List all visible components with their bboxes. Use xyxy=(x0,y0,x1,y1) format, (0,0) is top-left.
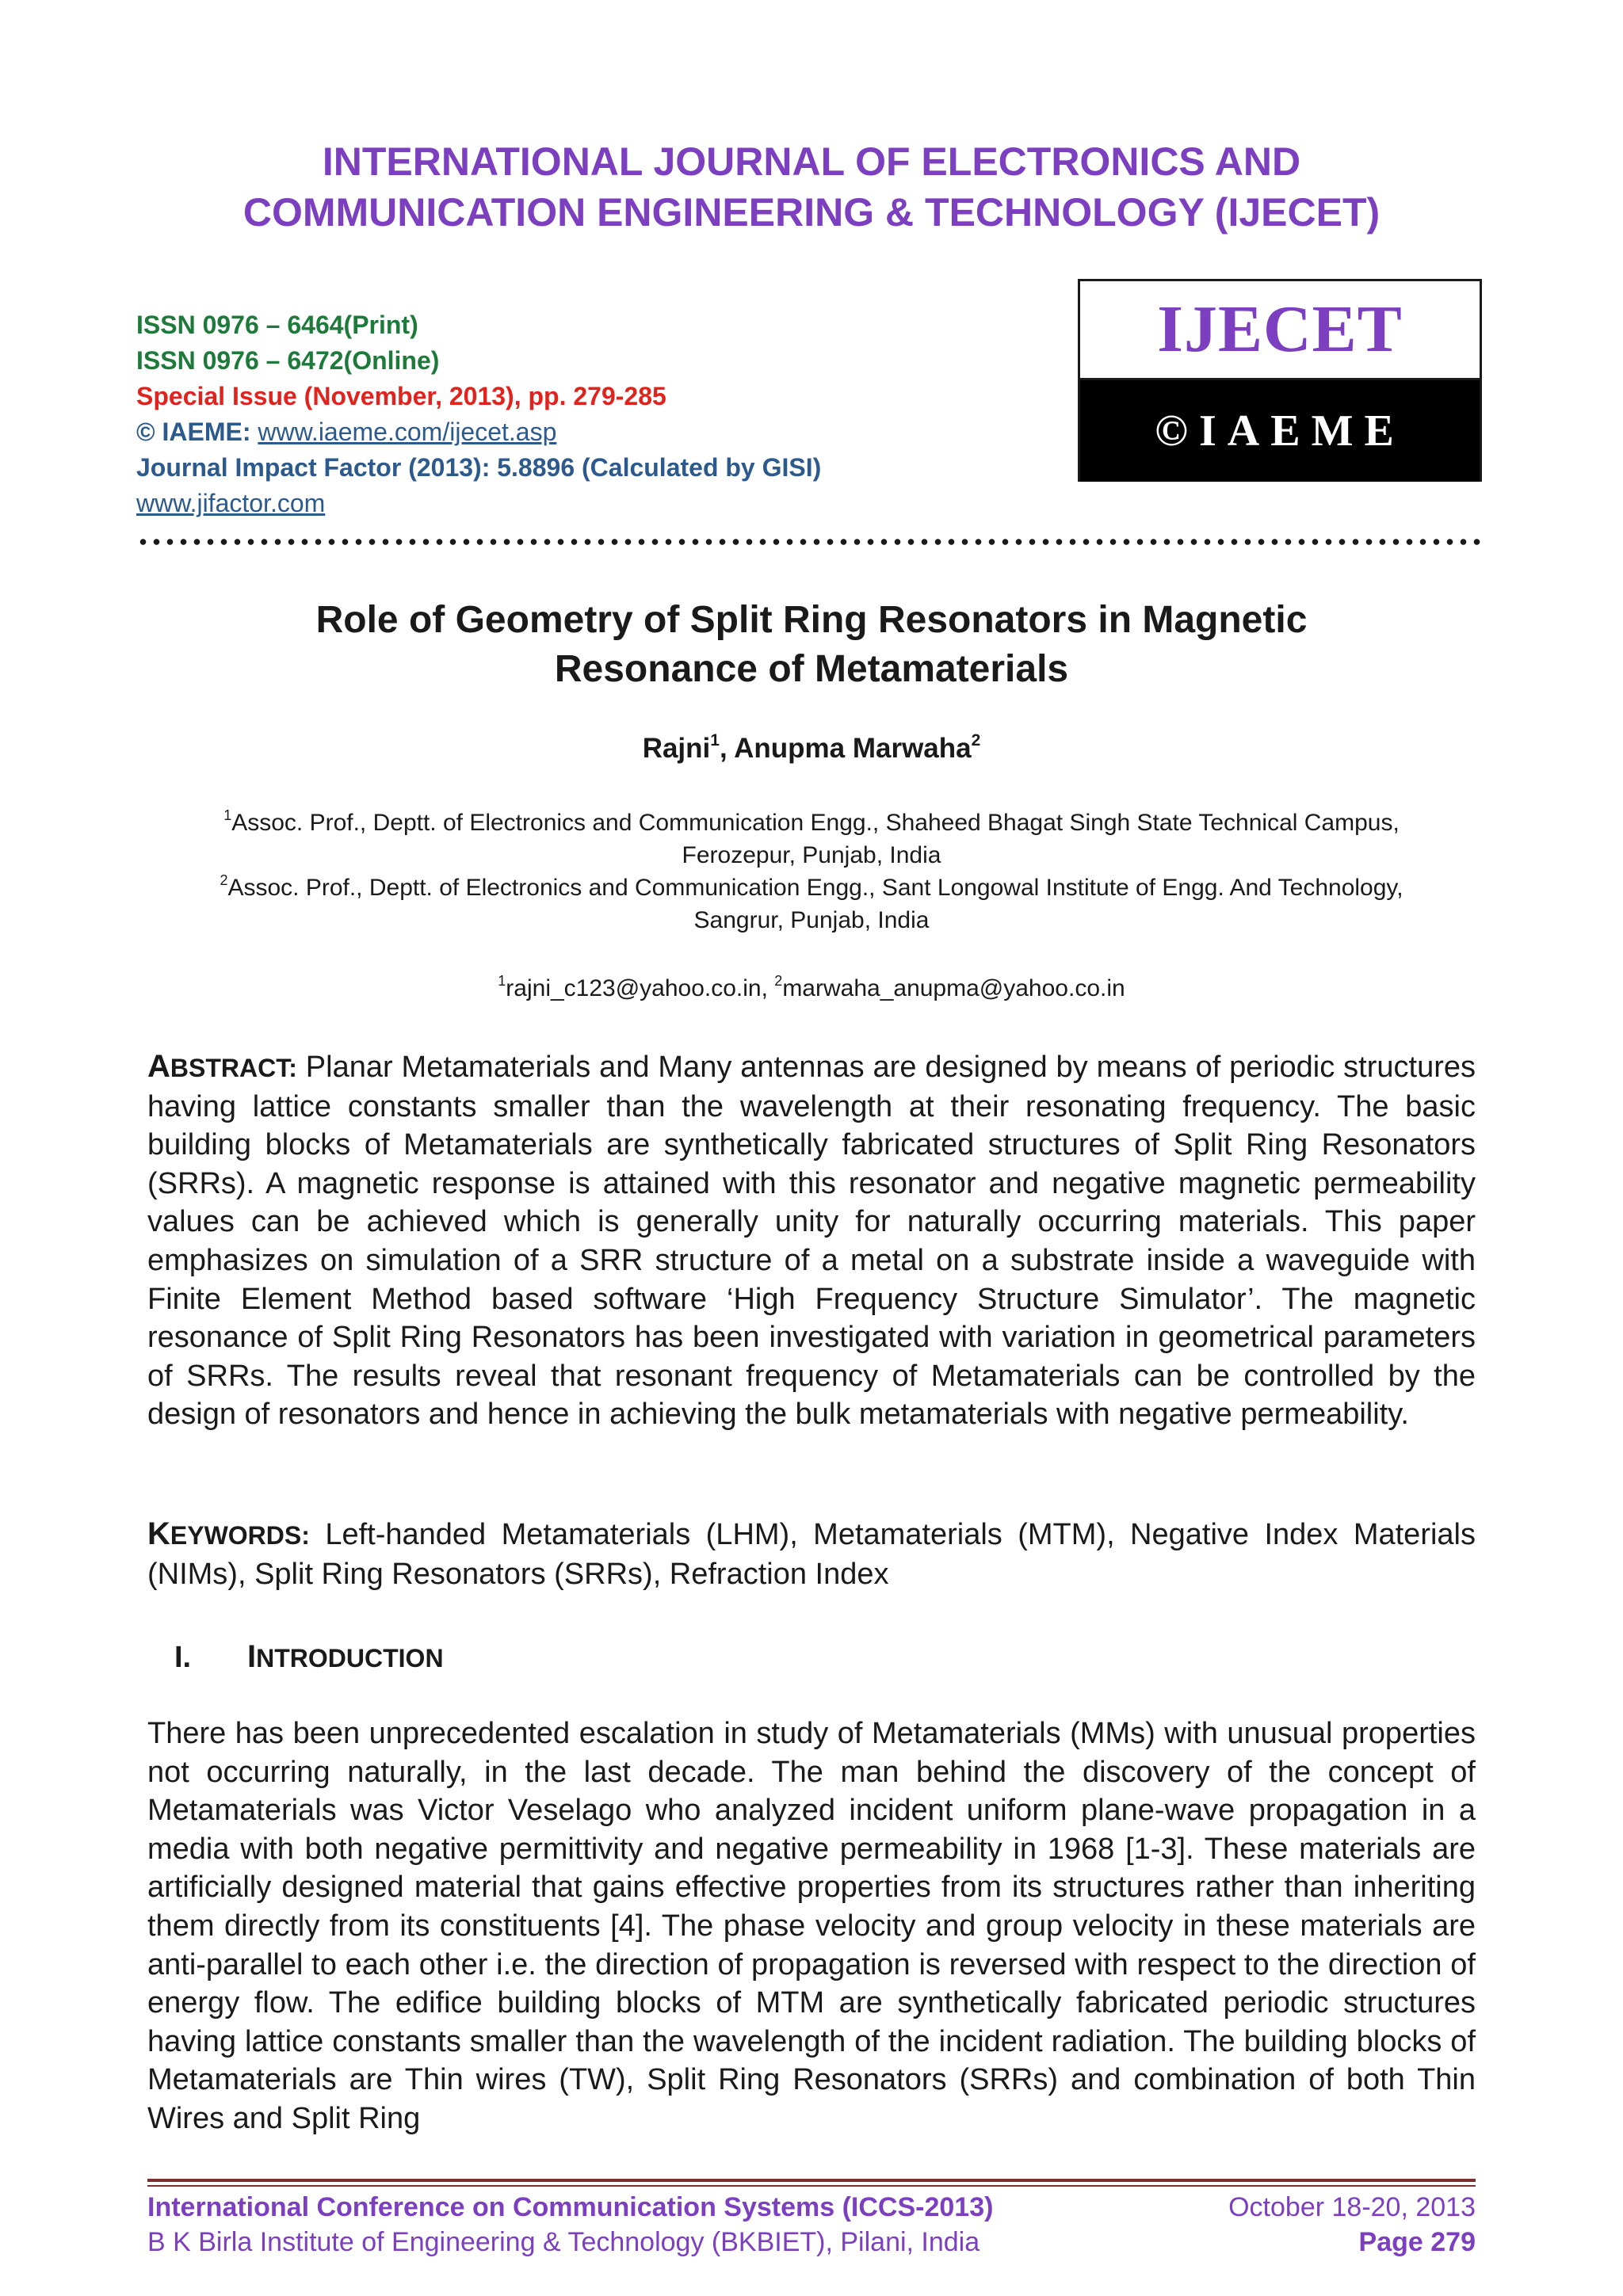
authors xyxy=(0,730,1623,767)
journal-logo xyxy=(1078,279,1482,482)
section-number: I. xyxy=(174,1641,192,1674)
keywords-text: Left-handed Metamaterials (LHM), Metamaterials (MTM), Negative Index Materials (NIMs), Split Ring Resonators (SRRs), Refraction Index xyxy=(147,1518,1476,1591)
footer-dates: October 18-20, 2013 xyxy=(1228,2192,1476,2222)
affiliation-1-text: Assoc. Prof., Deptt. of Electronics and Communication Engg., Shaheed Bhagat Singh State Technical Campus, xyxy=(231,810,1400,836)
iaeme-label: © IAEME: xyxy=(136,418,251,446)
journal-title-line2: COMMUNICATION ENGINEERING & TECHNOLOGY (IJECET) xyxy=(242,190,1381,235)
section-heading-introduction xyxy=(174,1637,444,1678)
affiliation-2-sup: 2 xyxy=(220,872,228,889)
author-separator: , xyxy=(719,733,735,764)
keywords xyxy=(147,1515,1476,1593)
paper-title xyxy=(0,596,1623,694)
section-title-rest: NTRODUCTION xyxy=(256,1644,444,1672)
footer-row-1 xyxy=(147,2190,1476,2225)
logo-publisher: ©IAEME xyxy=(1080,380,1480,482)
abstract-label-initial: A xyxy=(147,1049,170,1084)
issn-online: ISSN 0976 – 6472(Online) xyxy=(136,346,440,375)
special-issue: Special Issue (November, 2013), pp. 279-285 xyxy=(136,382,666,410)
author-1-sup: 1 xyxy=(710,731,720,750)
email-2[interactable]: marwaha_anupma@yahoo.co.in xyxy=(782,975,1125,1001)
abstract xyxy=(147,1047,1476,1434)
email-1[interactable]: rajni_c123@yahoo.co.in, xyxy=(506,975,775,1001)
footer-institute: B K Birla Institute of Engineering & Technology (BKBIET), Pilani, India xyxy=(147,2227,980,2257)
keywords-label-initial: K xyxy=(147,1516,170,1551)
email-1-sup: 1 xyxy=(498,973,506,990)
keywords-label-rest: EYWORDS: xyxy=(170,1521,310,1550)
affiliation-2-line2: Sangrur, Punjab, India xyxy=(693,907,930,933)
iaeme-line xyxy=(136,414,821,450)
footer-rule-thin xyxy=(147,2185,1476,2187)
section-title-initial: I xyxy=(247,1639,257,1674)
affiliation-2-text: Assoc. Prof., Deptt. of Electronics and Communication Engg., Sant Longowal Institute of Engg. And Technology, xyxy=(227,875,1403,901)
footer-rule-thick xyxy=(147,2179,1476,2182)
jif-link[interactable]: www.jifactor.com xyxy=(136,489,326,517)
keywords-label xyxy=(147,1518,310,1551)
abstract-text: Planar Metamaterials and Many antennas are designed by means of periodic structures having lattice constants smaller than the wavelength at their resonating frequency. The basic building blocks of Metamaterials are synthetically fabricated structures of Split Ring Resonators (SRRs). A magnetic response is attained with this resonator and negative magnetic permeability values can be achieved which is generally unity for naturally occurring materials. This paper emphasizes on simulation of a SRR structure of a metal on a substrate inside a waveguide with Finite Element Method based software ‘High Frequency Structure Simulator’. The magnetic resonance of Split Ring Resonators has been investigated with variation in geometrical parameters of SRRs. The results reveal that resonant frequency of Metamaterials can be controlled by the design of resonators and hence in achieving the bulk metamaterials with negative permeability. xyxy=(147,1051,1476,1432)
dotted-divider xyxy=(136,539,1487,545)
abstract-label-rest: BSTRACT: xyxy=(170,1054,297,1082)
author-emails xyxy=(0,973,1623,1005)
affiliation-1-sup: 1 xyxy=(223,807,232,824)
issn-print: ISSN 0976 – 6464(Print) xyxy=(136,311,418,339)
affiliation-1-line2: Ferozepur, Punjab, India xyxy=(682,842,941,868)
affiliations xyxy=(0,807,1623,936)
email-2-sup: 2 xyxy=(774,973,783,990)
page-number: Page 279 xyxy=(1358,2227,1476,2257)
author-1: Rajni xyxy=(642,733,711,764)
author-2-sup: 2 xyxy=(971,731,981,750)
journal-meta xyxy=(136,307,821,521)
footer-row-2 xyxy=(147,2225,1476,2260)
page-footer xyxy=(147,2190,1476,2260)
footer-conference: International Conference on Communication Systems (ICCS-2013) xyxy=(147,2192,994,2222)
jif-line xyxy=(136,486,821,521)
abstract-label xyxy=(147,1051,297,1084)
journal-title-line1: INTERNATIONAL JOURNAL OF ELECTRONICS AND xyxy=(322,139,1301,184)
paper-title-line2: Resonance of Metamaterials xyxy=(554,648,1069,690)
iaeme-link[interactable]: www.iaeme.com/ijecet.asp xyxy=(258,418,557,446)
impact-factor: Journal Impact Factor (2013): 5.8896 (Calculated by GISI) xyxy=(136,453,822,482)
paper-title-line1: Role of Geometry of Split Ring Resonators in Magnetic xyxy=(315,599,1308,641)
affiliation-1-line1 xyxy=(0,807,1623,839)
introduction-text: There has been unprecedented escalation in study of Metamaterials (MMs) with unusual properties not occurring naturally, in the last decade. The man behind the discovery of the concept of Metamaterials was Victor Veselago who analyzed incident uniform plane-wave propagation in a media with both negative permittivity and negative permeability in 1968 [1-3]. These materials are artificially designed material that gains effective properties from its structures rather than inheriting them directly from its constituents [4]. The phase velocity and group velocity in these materials are anti-parallel to each other i.e. the direction of propagation is reversed with respect to the direction of energy flow. The edifice building blocks of MTM are synthetically fabricated periodic structures having lattice constants smaller than the wavelength of the incident radiation. The building blocks of Metamaterials are Thin wires (TW), Split Ring Resonators (SRRs) and combination of both Thin Wires and Split Ring xyxy=(147,1717,1476,2135)
journal-title xyxy=(0,136,1623,238)
affiliation-2-line1 xyxy=(0,871,1623,904)
author-2: Anupma Marwaha xyxy=(734,733,972,764)
logo-name: IJECET xyxy=(1080,281,1480,380)
